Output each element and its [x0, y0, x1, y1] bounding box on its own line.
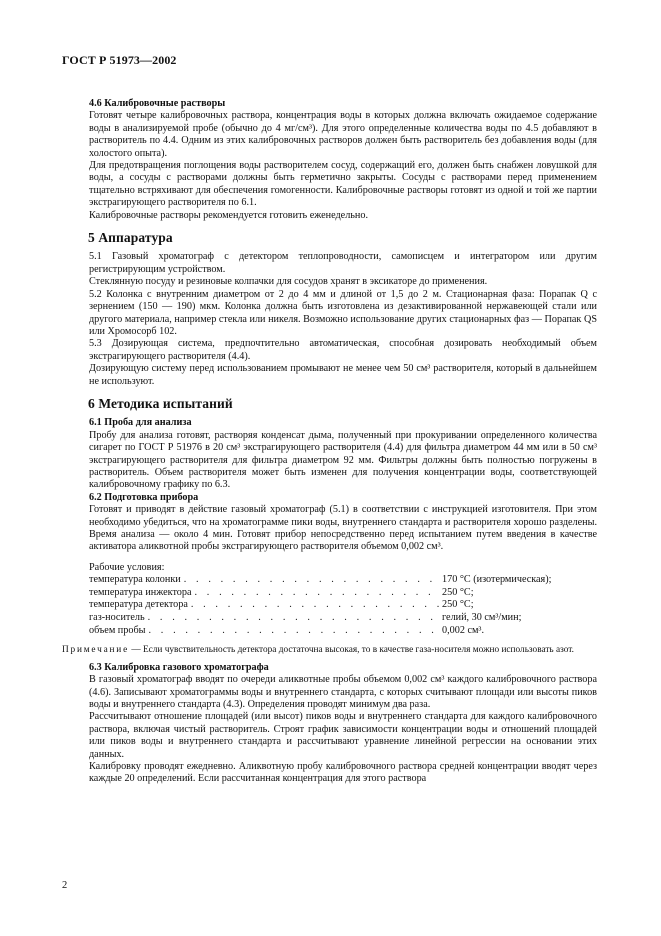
conditions-label: Рабочие условия: [89, 561, 165, 573]
note-label: Примечание [62, 645, 129, 656]
condition-row [89, 574, 597, 587]
section-4-6-title: 4.6 Калибровочные растворы [89, 98, 226, 109]
section-6-2-title: 6.2 Подготовка прибора [89, 491, 199, 503]
condition-value: 0,002 см³. [442, 624, 485, 636]
leader-dots [184, 574, 439, 586]
paragraph: Рассчитывают отношение площадей (или высот) пиков воды и внутреннего стандарта для каждого калибровочного раствора, включая чистый растворитель. Строят график зависимости концентрации воды и отношений площадей или пиков воды и внутреннего стандарта и рассчитывают уравнение линейной регрессии на основании этих данных. [89, 711, 597, 760]
section-6-1-title: 6.1 Проба для анализа [89, 417, 192, 429]
paragraph: 5.2 Колонка с внутренним диаметром от 2 до 4 мм и длиной от 1,5 до 2 м. Стационарная фаза: Порапак Q с зернением (150 — 190) мкм. Колонка должна быть изготовлена из дезактивированной нержавеющей стали или другого материала, например стекла или никеля. Возможно использование других стационарных фаз — Порапак QS или Хромосорб 102. [89, 288, 597, 337]
condition-row [89, 599, 597, 612]
section-6-3-title: 6.3 Калибровка газового хроматографа [89, 661, 269, 673]
document-header: ГОСТ Р 51973—2002 [62, 53, 177, 67]
condition-label: газ-носитель [89, 612, 145, 623]
leader-dots [191, 599, 439, 611]
note-text: — Если чувствительность детектора достаточна высокая, то в качестве газа-носителя можно использовать азот. [129, 645, 574, 656]
paragraph: Готовят и приводят в действие газовый хроматограф (5.1) в соответствии с инструкцией изготовителя. При этом необходимо убедиться, что на хроматограмме пики воды, внутреннего стандарта и растворителя хорошо разделены. Время анализа — около 4 мин. Готовят прибор непосредственно перед испытанием путем введения в качестве активатора аликвотной пробы экстрагирующего растворителя объемом 0,002 см³. [89, 504, 597, 553]
condition-row [89, 625, 597, 638]
paragraph: Калибровочные растворы рекомендуется готовить еженедельно. [89, 209, 369, 221]
condition-value: 250 °C; [442, 599, 474, 611]
condition-value: 170 °C (изотермическая); [442, 574, 552, 586]
paragraph: Пробу для анализа готовят, растворяя конденсат дыма, полученный при прокуривании определенного количества сигарет по ГОСТ Р 51976 в 20 см³ экстрагирующего растворителя (4.4) для фильтра диаметром 44 мм или в 50 см³ экстрагирующего растворителя для фильтра диаметром 92 мм. Фильтры должны быть полностью погружены в растворитель. Объем растворителя может быть изменен для получения концентрации воды, соответствующей калибровочному графику по 6.3. [89, 429, 597, 491]
paragraph: Стеклянную посуду и резиновые колпачки для сосудов хранят в эксикаторе до применения. [89, 276, 488, 288]
page-number: 2 [62, 880, 68, 891]
paragraph: Готовят четыре калибровочных раствора, концентрация воды в которых должна включать ожидаемое содержание воды в анализируемой пробе (обычно до 4 мг/см³). Для этого определенные количества воды по 4.5 добавляют в растворитель по 4.4. Одним из этих калибровочных растворов должен быть растворитель без добавления воды (для холостого опыта). [89, 110, 597, 159]
condition-value: гелий, 30 см³/мин; [442, 612, 522, 623]
note [62, 645, 597, 657]
leader-dots [148, 612, 439, 624]
leader-dots [195, 587, 440, 599]
paragraph: 5.1 Газовый хроматограф с детектором теплопроводности, самописцем и интегратором или другим регистрирующим устройством. [89, 251, 597, 275]
condition-value: 250 °C; [442, 586, 474, 598]
section-5-title: 5 Аппаратура [88, 230, 173, 246]
condition-label: температура колонки [89, 574, 181, 586]
condition-label: объем пробы [89, 624, 146, 636]
paragraph: Калибровку проводят ежедневно. Аликвотную пробу калибровочного раствора средней концентрации вводят через каждые 20 определений. Если рассчитанная концентрация для этого раствора [89, 761, 597, 785]
leader-dots [148, 625, 439, 637]
condition-label: температура инжектора [89, 586, 192, 598]
condition-row [89, 612, 597, 625]
condition-row [89, 587, 597, 600]
paragraph: В газовый хроматограф вводят по очереди аликвотные пробы объемом 0,002 см³ каждого калибровочного раствора (4.6). Записывают хроматограммы воды и внутреннего стандарта, с которых считывают площади или высоты пиков воды и внутреннего стандарта (4.3). Определения проводят минимум два раза. [89, 674, 597, 710]
paragraph: Для предотвращения поглощения воды растворителем сосуд, содержащий его, должен быть снабжен ловушкой для воды, а сосуды с растворами должны быть герметично закрыты. Сосуды с растворами перед применением тщательно встряхивают для обеспечения гомогенности. Калибровочные растворы готовят из одной и той же партии экстрагирующего растворителя по 6.1. [89, 160, 597, 209]
section-6-title: 6 Методика испытаний [88, 395, 233, 411]
page-content [62, 98, 597, 786]
condition-label: температура детектора [89, 599, 188, 611]
working-conditions-list [89, 574, 597, 637]
paragraph: Дозирующую систему перед использованием промывают не менее чем 50 см³ растворителя, который в дальнейшем не используют. [89, 363, 597, 387]
paragraph: 5.3 Дозирующая система, предпочтительно автоматическая, способная дозировать необходимый объем экстрагирующего растворителя (4.4). [89, 338, 597, 362]
